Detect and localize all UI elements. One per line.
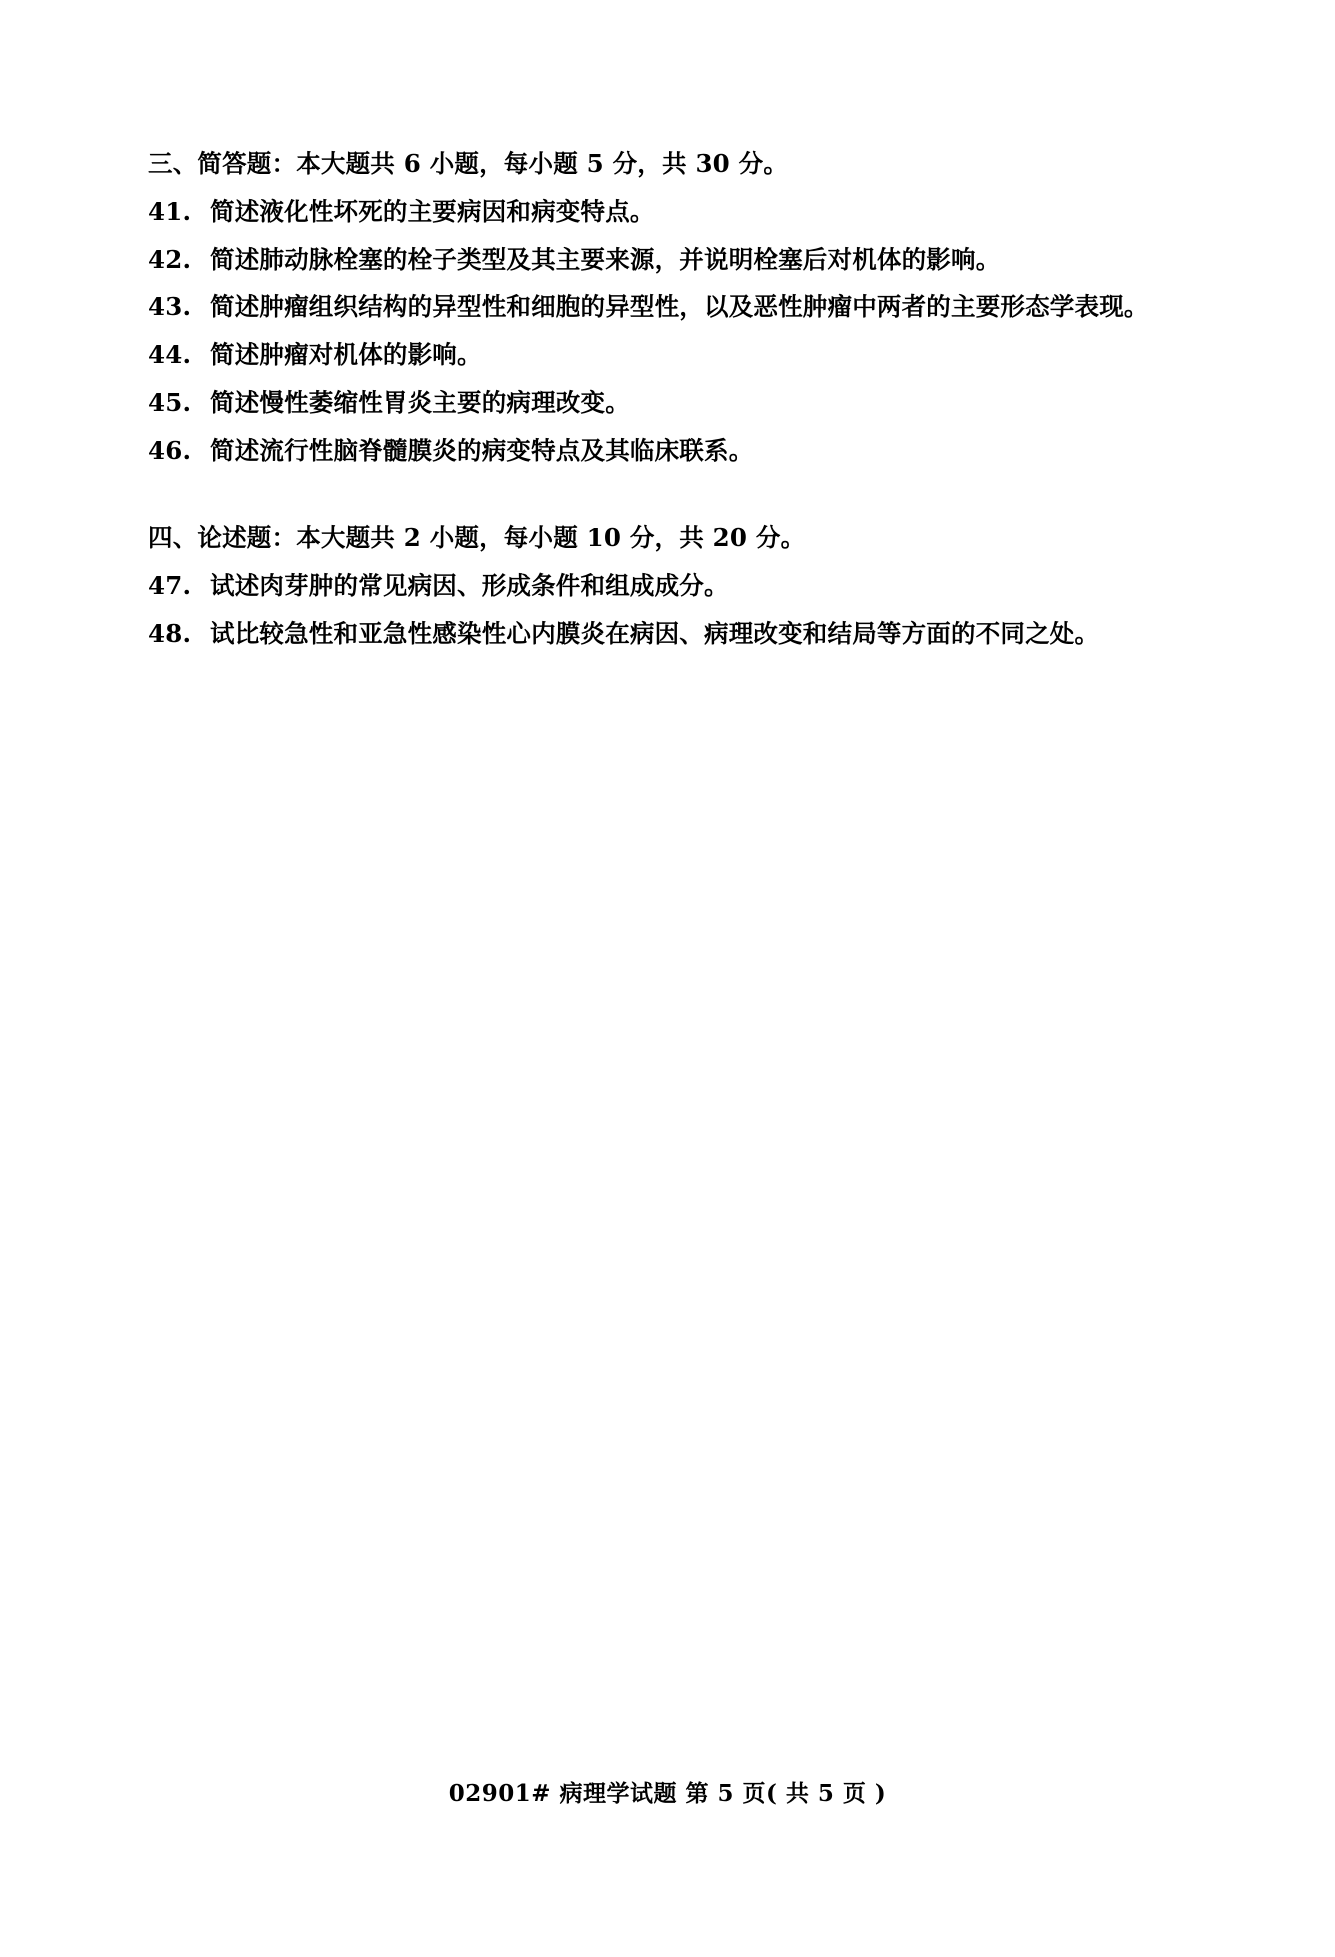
question-number: 44. (148, 340, 192, 370)
question-item (148, 283, 1198, 331)
question-text: 试述肉芽肿的常见病因、形成条件和组成成分。 (210, 571, 729, 601)
question-text: 简述肿瘤组织结构的异型性和细胞的异型性，以及恶性肿瘤中两者的主要形态学表现。 (210, 292, 1149, 322)
question-item (148, 188, 1198, 236)
question-item (148, 379, 1198, 427)
section-spacer (148, 474, 1198, 514)
question-number: 41. (148, 196, 192, 226)
page-footer: 02901# 病理学试题 第 5 页( 共 5 页 ) (448, 1780, 887, 1807)
question-number: 42. (148, 244, 192, 274)
question-item (148, 610, 1198, 658)
question-item (148, 331, 1198, 379)
question-number: 46. (148, 435, 192, 465)
question-number: 48. (148, 618, 192, 648)
section-heading-essay: 四、论述题：本大题共 2 小题，每小题 10 分，共 20 分。 (148, 523, 806, 553)
section-heading-short-answer: 三、简答题：本大题共 6 小题，每小题 5 分，共 30 分。 (148, 149, 789, 178)
question-number: 47. (148, 571, 192, 601)
question-text: 简述肿瘤对机体的影响。 (210, 340, 482, 370)
question-item (148, 236, 1198, 284)
question-text: 简述肺动脉栓塞的栓子类型及其主要来源，并说明栓塞后对机体的影响。 (210, 244, 1001, 274)
question-text: 简述液化性坏死的主要病因和病变特点。 (210, 196, 655, 226)
question-text: 简述慢性萎缩性胃炎主要的病理改变。 (210, 387, 630, 417)
question-text: 简述流行性脑脊髓膜炎的病变特点及其临床联系。 (210, 435, 754, 465)
question-item (148, 427, 1198, 475)
page-content (148, 140, 1198, 658)
question-number: 43. (148, 292, 192, 322)
question-text: 试比较急性和亚急性感染性心内膜炎在病因、病理改变和结局等方面的不同之处。 (210, 618, 1100, 648)
question-number: 45. (148, 387, 192, 417)
question-item (148, 562, 1198, 610)
